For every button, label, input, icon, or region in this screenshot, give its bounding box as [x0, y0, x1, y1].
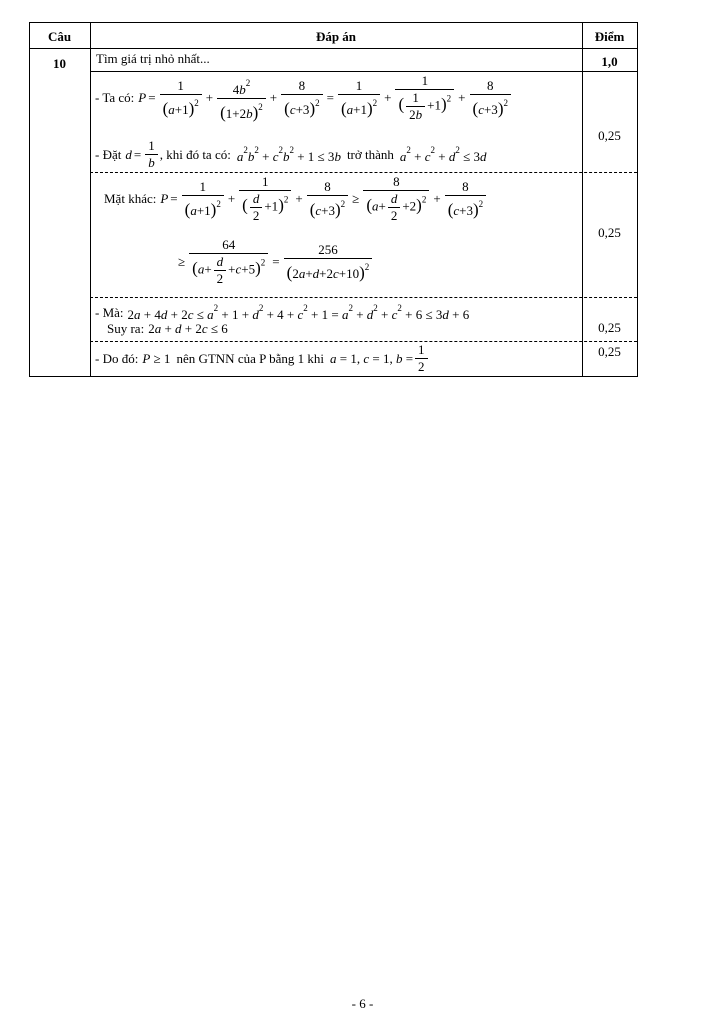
step-divider-3: [90, 341, 637, 342]
step1-mid-lead: - Đặt: [95, 146, 122, 162]
step2-lead: Mặt khác:: [104, 191, 157, 206]
table-bottom-border: [29, 376, 637, 377]
table-left-border: [29, 22, 30, 377]
table-right-border: [637, 22, 638, 377]
formula-ta-co: - Ta có: P = $\frac{1}{(a+1)^2}$ + $\frac{4b^2}{(1+2b)^2}$ + $\frac{8}{(c+3)^2}$ = $\frac{1}{(a+1)^2}$ + 1 ( $\frac{1}{2b}$ +1)$^2$ + $\frac{8}{(c+3)^2}$: [95, 74, 513, 122]
total-score: 1,0: [601, 54, 618, 69]
table-top-border: [29, 22, 637, 23]
step1-lead: - Ta có:: [95, 90, 135, 105]
header-diem: Điểm: [594, 29, 625, 44]
step2-score: 0,25: [598, 225, 621, 240]
header-dap-an: Đáp án: [315, 29, 357, 44]
formula-dat-d: - Đặt d = $\frac{1}{b}$ , khi đó ta có: $a^2b^2 + c^2b^2 + 1 \le 3b$ trở thành $a^2 + c^2 + d^2 \le 3d$: [95, 138, 487, 170]
step3-lead: - Mà:: [95, 305, 124, 320]
step3-lead2: Suy ra:: [107, 321, 145, 336]
formula-do-do: - Do đó: P ≥ 1 nên GTNN của P bằng 1 khi a = 1, c = 1, b = $\frac{1}{2}$: [95, 343, 430, 374]
step1-mid-text2: trở thành: [346, 146, 394, 162]
formula-mat-khac: Mặt khác: P = $\frac{1}{(a+1)^2}$ + 1 ( $\frac{d}{2}$ +1)$^2$ + $\frac{8}{(c+3)^2}$ ≥ 8 (a+ $\frac{d}{2}$ +2)$^2$ + $\frac{8}{(c+3)^2}$: [104, 175, 488, 223]
step4-lead: - Do đó:: [95, 350, 139, 366]
formula-mat-khac-cont: ≥ 64 (a+ $\frac{d}{2}$ +c+5)$^2$ = $\frac{256}{(2a+d+2c+10)^2}$: [176, 238, 374, 286]
question-title: Tìm giá trị nhỏ nhất...: [96, 51, 210, 66]
title-row-border: [90, 71, 637, 72]
question-number: 10: [53, 56, 66, 71]
step1-mid-text1: , khi đó ta có:: [159, 146, 231, 162]
page-number: - 6 -: [351, 996, 374, 1011]
header-bottom-border: [29, 48, 637, 49]
formula-ma: - Mà: $2a + 4d + 2c \le a^2 + 1 + d^2 + 4 + c^2 + 1 = a^2 + d^2 + c^2 + 6 \le 3d + 6$: [95, 303, 470, 322]
step4-text: nên GTNN của P bằng 1 khi: [176, 350, 324, 366]
step3-score: 0,25: [598, 320, 621, 335]
step-divider-1: [90, 172, 637, 173]
step1-score: 0,25: [598, 128, 621, 143]
step-divider-2: [90, 297, 637, 298]
formula-suy-ra: Suy ra: 2a + d + 2c ≤ 6: [107, 321, 228, 336]
column-divider-1: [90, 22, 91, 377]
header-cau: Câu: [47, 29, 72, 44]
step4-score: 0,25: [598, 344, 621, 359]
